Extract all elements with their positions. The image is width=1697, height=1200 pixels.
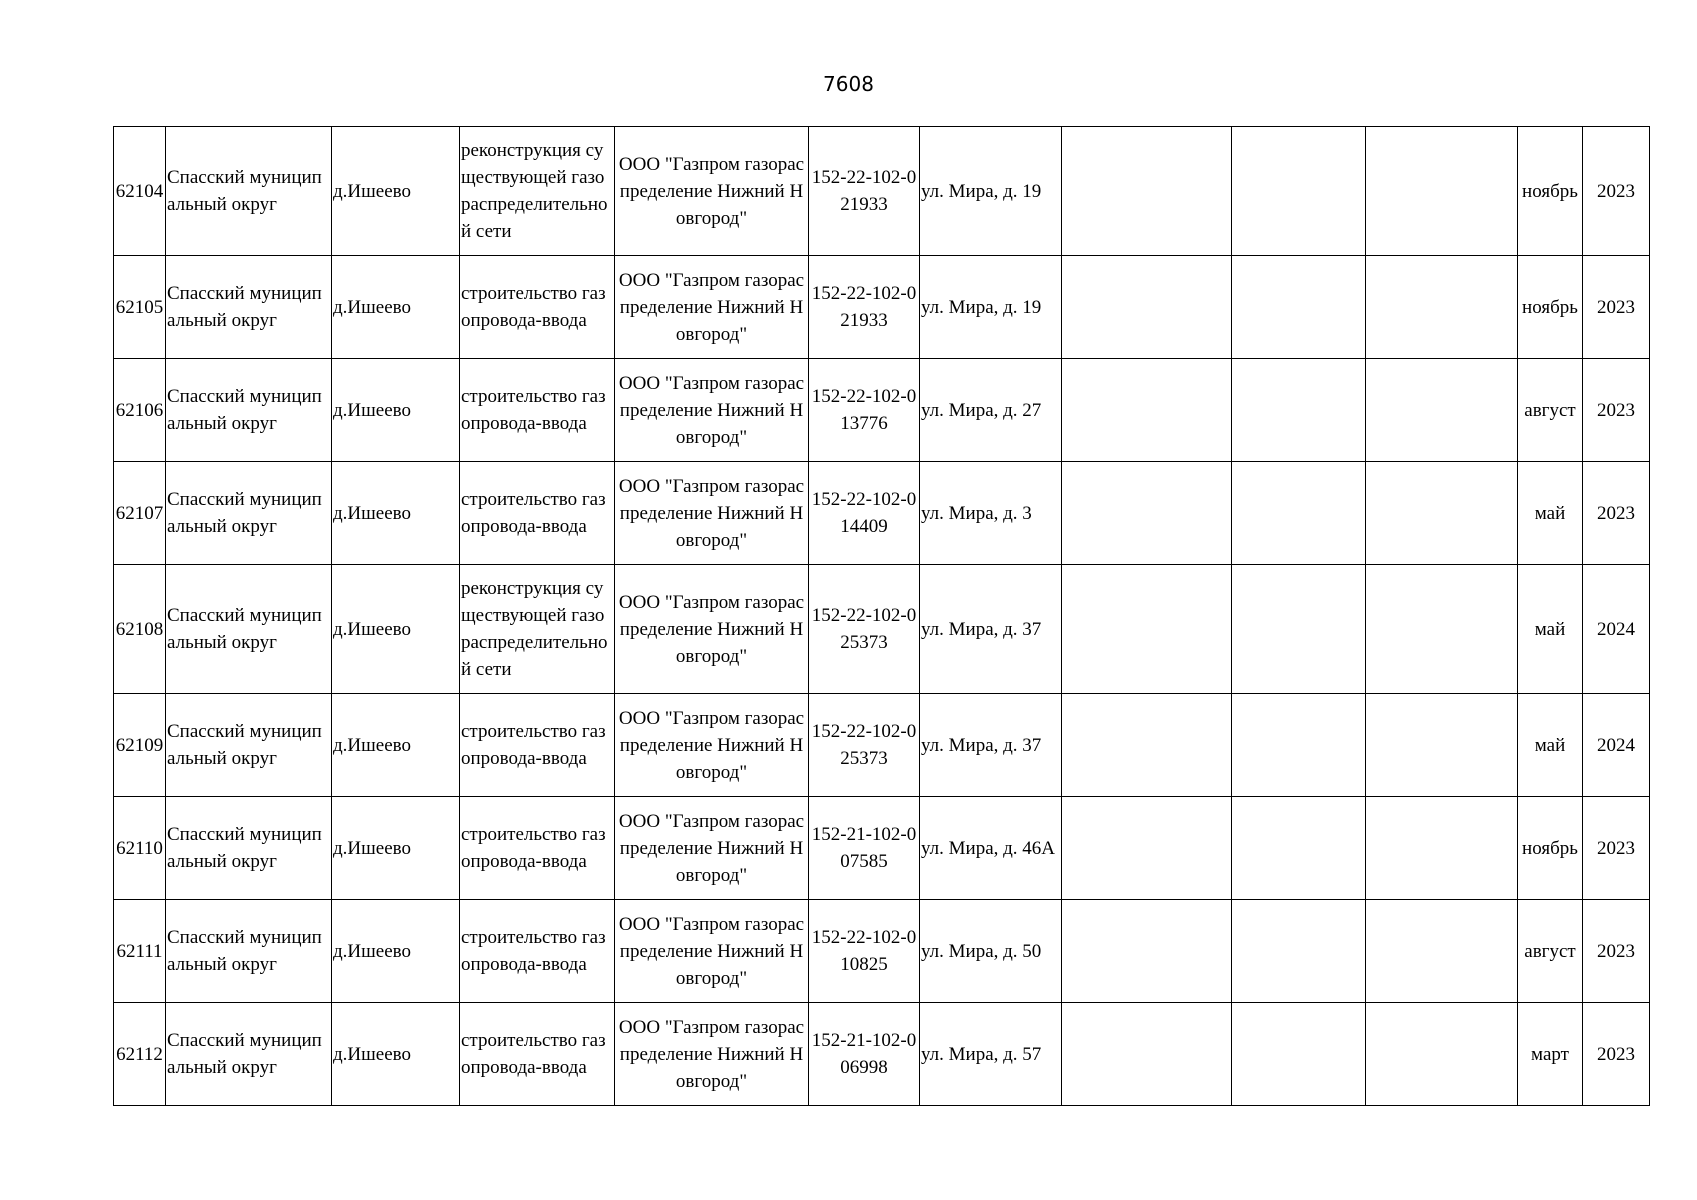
organization-cell: ООО "Газпром газораспределение Нижний Новгород" bbox=[615, 127, 809, 256]
village-cell: д.Ишеево bbox=[332, 359, 460, 462]
district-cell: Спасский муниципальный округ bbox=[166, 256, 332, 359]
empty-cell bbox=[1366, 565, 1518, 694]
organization-cell: ООО "Газпром газораспределение Нижний Новгород" bbox=[615, 900, 809, 1003]
empty-cell bbox=[1232, 256, 1366, 359]
request-code-cell: 152-21-102-007585 bbox=[809, 797, 920, 900]
empty-cell bbox=[1062, 694, 1232, 797]
district-cell: Спасский муниципальный округ bbox=[166, 127, 332, 256]
village-cell: д.Ишеево bbox=[332, 256, 460, 359]
table-row bbox=[114, 694, 1650, 797]
empty-cell bbox=[1366, 900, 1518, 1003]
row-number: 62105 bbox=[114, 256, 166, 359]
request-code-cell: 152-22-102-021933 bbox=[809, 127, 920, 256]
year-cell: 2023 bbox=[1583, 900, 1650, 1003]
request-code-cell: 152-22-102-013776 bbox=[809, 359, 920, 462]
address-cell: ул. Мира, д. 3 bbox=[920, 462, 1062, 565]
month-cell: май bbox=[1518, 462, 1583, 565]
address-cell: ул. Мира, д. 19 bbox=[920, 256, 1062, 359]
empty-cell bbox=[1232, 797, 1366, 900]
district-cell: Спасский муниципальный округ bbox=[166, 797, 332, 900]
organization-cell: ООО "Газпром газораспределение Нижний Новгород" bbox=[615, 565, 809, 694]
month-cell: май bbox=[1518, 694, 1583, 797]
district-cell: Спасский муниципальный округ bbox=[166, 694, 332, 797]
empty-cell bbox=[1232, 694, 1366, 797]
organization-cell: ООО "Газпром газораспределение Нижний Новгород" bbox=[615, 359, 809, 462]
row-number: 62110 bbox=[114, 797, 166, 900]
month-cell: август bbox=[1518, 359, 1583, 462]
village-cell: д.Ишеево bbox=[332, 694, 460, 797]
table-row bbox=[114, 565, 1650, 694]
empty-cell bbox=[1062, 462, 1232, 565]
empty-cell bbox=[1232, 462, 1366, 565]
district-cell: Спасский муниципальный округ bbox=[166, 359, 332, 462]
table-row bbox=[114, 359, 1650, 462]
year-cell: 2023 bbox=[1583, 1003, 1650, 1106]
village-cell: д.Ишеево bbox=[332, 462, 460, 565]
empty-cell bbox=[1062, 565, 1232, 694]
address-cell: ул. Мира, д. 37 bbox=[920, 694, 1062, 797]
empty-cell bbox=[1062, 900, 1232, 1003]
table-row bbox=[114, 900, 1650, 1003]
village-cell: д.Ишеево bbox=[332, 797, 460, 900]
year-cell: 2023 bbox=[1583, 359, 1650, 462]
row-number: 62108 bbox=[114, 565, 166, 694]
month-cell: май bbox=[1518, 565, 1583, 694]
empty-cell bbox=[1062, 1003, 1232, 1106]
row-number: 62106 bbox=[114, 359, 166, 462]
row-number: 62104 bbox=[114, 127, 166, 256]
month-cell: ноябрь bbox=[1518, 127, 1583, 256]
work-type-cell: реконструкция существующей газораспределительной сети bbox=[460, 565, 615, 694]
work-type-cell: строительство газопровода-ввода bbox=[460, 359, 615, 462]
address-cell: ул. Мира, д. 19 bbox=[920, 127, 1062, 256]
address-cell: ул. Мира, д. 27 bbox=[920, 359, 1062, 462]
year-cell: 2023 bbox=[1583, 797, 1650, 900]
address-cell: ул. Мира, д. 46А bbox=[920, 797, 1062, 900]
year-cell: 2024 bbox=[1583, 694, 1650, 797]
address-cell: ул. Мира, д. 37 bbox=[920, 565, 1062, 694]
year-cell: 2024 bbox=[1583, 565, 1650, 694]
village-cell: д.Ишеево bbox=[332, 900, 460, 1003]
row-number: 62109 bbox=[114, 694, 166, 797]
row-number: 62112 bbox=[114, 1003, 166, 1106]
empty-cell bbox=[1232, 900, 1366, 1003]
district-cell: Спасский муниципальный округ bbox=[166, 1003, 332, 1106]
work-type-cell: строительство газопровода-ввода bbox=[460, 797, 615, 900]
table-row bbox=[114, 256, 1650, 359]
organization-cell: ООО "Газпром газораспределение Нижний Новгород" bbox=[615, 462, 809, 565]
work-type-cell: строительство газопровода-ввода bbox=[460, 462, 615, 565]
empty-cell bbox=[1232, 1003, 1366, 1106]
month-cell: ноябрь bbox=[1518, 256, 1583, 359]
request-code-cell: 152-22-102-025373 bbox=[809, 694, 920, 797]
empty-cell bbox=[1366, 462, 1518, 565]
empty-cell bbox=[1366, 127, 1518, 256]
empty-cell bbox=[1232, 359, 1366, 462]
request-code-cell: 152-22-102-025373 bbox=[809, 565, 920, 694]
request-code-cell: 152-22-102-010825 bbox=[809, 900, 920, 1003]
table-row bbox=[114, 462, 1650, 565]
request-code-cell: 152-22-102-014409 bbox=[809, 462, 920, 565]
request-code-cell: 152-21-102-006998 bbox=[809, 1003, 920, 1106]
month-cell: август bbox=[1518, 900, 1583, 1003]
empty-cell bbox=[1366, 694, 1518, 797]
work-type-cell: строительство газопровода-ввода bbox=[460, 900, 615, 1003]
work-type-cell: строительство газопровода-ввода bbox=[460, 1003, 615, 1106]
empty-cell bbox=[1062, 359, 1232, 462]
empty-cell bbox=[1366, 1003, 1518, 1106]
organization-cell: ООО "Газпром газораспределение Нижний Новгород" bbox=[615, 1003, 809, 1106]
request-code-cell: 152-22-102-021933 bbox=[809, 256, 920, 359]
district-cell: Спасский муниципальный округ bbox=[166, 565, 332, 694]
page-number: 7608 bbox=[823, 72, 874, 96]
work-type-cell: реконструкция существующей газораспределительной сети bbox=[460, 127, 615, 256]
year-cell: 2023 bbox=[1583, 127, 1650, 256]
empty-cell bbox=[1366, 256, 1518, 359]
district-cell: Спасский муниципальный округ bbox=[166, 462, 332, 565]
month-cell: март bbox=[1518, 1003, 1583, 1106]
empty-cell bbox=[1062, 127, 1232, 256]
village-cell: д.Ишеево bbox=[332, 127, 460, 256]
organization-cell: ООО "Газпром газораспределение Нижний Новгород" bbox=[615, 256, 809, 359]
address-cell: ул. Мира, д. 50 bbox=[920, 900, 1062, 1003]
gasification-table bbox=[113, 126, 1650, 1106]
organization-cell: ООО "Газпром газораспределение Нижний Новгород" bbox=[615, 797, 809, 900]
table-row bbox=[114, 1003, 1650, 1106]
empty-cell bbox=[1366, 359, 1518, 462]
village-cell: д.Ишеево bbox=[332, 565, 460, 694]
table-row bbox=[114, 797, 1650, 900]
work-type-cell: строительство газопровода-ввода bbox=[460, 256, 615, 359]
village-cell: д.Ишеево bbox=[332, 1003, 460, 1106]
empty-cell bbox=[1062, 256, 1232, 359]
empty-cell bbox=[1232, 127, 1366, 256]
row-number: 62107 bbox=[114, 462, 166, 565]
district-cell: Спасский муниципальный округ bbox=[166, 900, 332, 1003]
work-type-cell: строительство газопровода-ввода bbox=[460, 694, 615, 797]
month-cell: ноябрь bbox=[1518, 797, 1583, 900]
empty-cell bbox=[1366, 797, 1518, 900]
year-cell: 2023 bbox=[1583, 256, 1650, 359]
year-cell: 2023 bbox=[1583, 462, 1650, 565]
table-row bbox=[114, 127, 1650, 256]
empty-cell bbox=[1232, 565, 1366, 694]
row-number: 62111 bbox=[114, 900, 166, 1003]
organization-cell: ООО "Газпром газораспределение Нижний Новгород" bbox=[615, 694, 809, 797]
empty-cell bbox=[1062, 797, 1232, 900]
address-cell: ул. Мира, д. 57 bbox=[920, 1003, 1062, 1106]
